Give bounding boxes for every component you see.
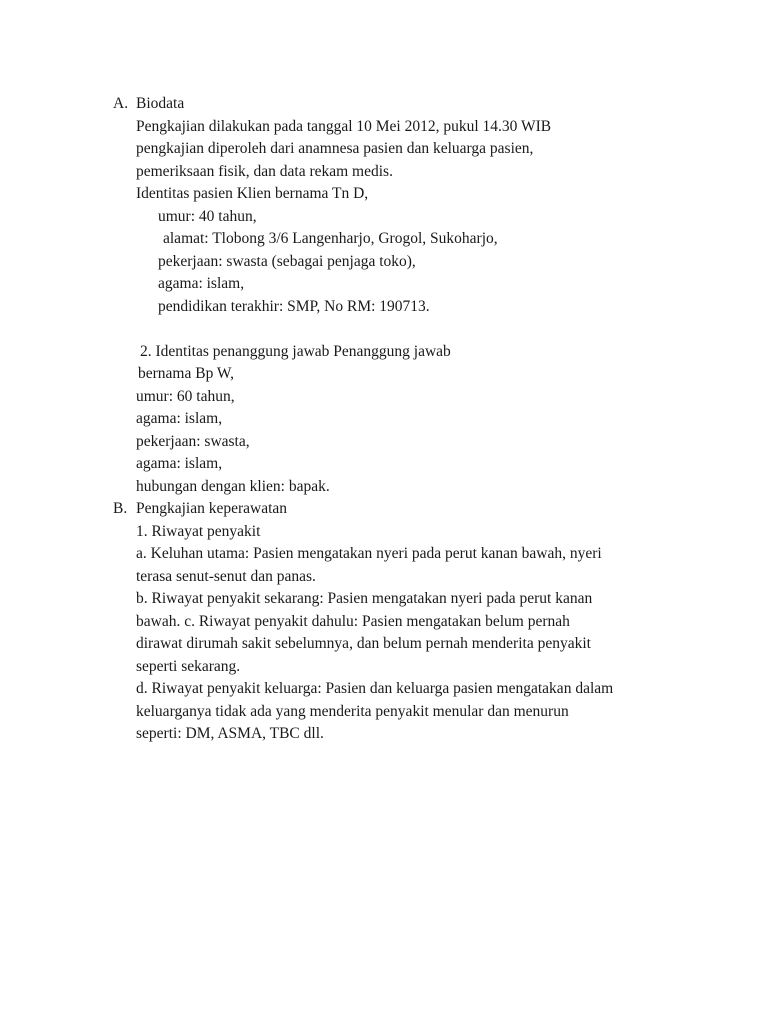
- guardian-religion: agama: islam,: [136, 410, 223, 427]
- guardian-occupation: pekerjaan: swasta,: [136, 433, 250, 450]
- history-line-b2: bawah. c. Riwayat penyakit dahulu: Pasien mengatakan belum pernah: [136, 613, 570, 630]
- history-line-c1: dirawat dirumah sakit sebelumnya, dan belum pernah menderita penyakit: [136, 635, 591, 652]
- guardian-religion-2: agama: islam,: [136, 455, 223, 472]
- section-b-marker: B.: [113, 500, 128, 517]
- history-line-d1: d. Riwayat penyakit keluarga: Pasien dan keluarga pasien mengatakan dalam: [136, 680, 614, 697]
- intro-line-2: pengkajian diperoleh dari anamnesa pasien dan keluarga pasien,: [136, 140, 534, 157]
- history-heading: 1. Riwayat penyakit: [136, 523, 261, 540]
- patient-religion: agama: islam,: [158, 275, 245, 292]
- history-line-a1: a. Keluhan utama: Pasien mengatakan nyeri pada perut kanan bawah, nyeri: [136, 545, 602, 562]
- history-line-d3: seperti: DM, ASMA, TBC dll.: [136, 725, 324, 742]
- intro-line-4: Identitas pasien Klien bernama Tn D,: [136, 185, 369, 202]
- intro-line-3: pemeriksaan fisik, dan data rekam medis.: [136, 163, 393, 180]
- guardian-heading-line-2: bernama Bp W,: [138, 365, 234, 382]
- guardian-age: umur: 60 tahun,: [136, 388, 235, 405]
- history-line-d2: keluarganya tidak ada yang menderita penyakit menular dan menurun: [136, 703, 569, 720]
- history-line-a2: terasa senut-senut dan panas.: [136, 568, 316, 585]
- section-b-title: Pengkajian keperawatan: [136, 500, 288, 517]
- intro-line-1: Pengkajian dilakukan pada tanggal 10 Mei 2012, pukul 14.30 WIB: [136, 118, 552, 135]
- history-line-b1: b. Riwayat penyakit sekarang: Pasien mengatakan nyeri pada perut kanan: [136, 590, 593, 607]
- patient-education: pendidikan terakhir: SMP, No RM: 190713.: [158, 298, 430, 315]
- patient-occupation: pekerjaan: swasta (sebagai penjaga toko),: [158, 253, 416, 270]
- section-a-marker: A.: [113, 95, 129, 112]
- history-line-c2: seperti sekarang.: [136, 658, 241, 675]
- section-a-title: Biodata: [136, 95, 185, 112]
- patient-age: umur: 40 tahun,: [158, 208, 257, 225]
- patient-address: alamat: Tlobong 3/6 Langenharjo, Grogol, Sukoharjo,: [163, 230, 498, 247]
- guardian-relationship: hubungan dengan klien: bapak.: [136, 478, 330, 495]
- guardian-heading-line-1: 2. Identitas penanggung jawab Penanggung jawab: [140, 343, 451, 360]
